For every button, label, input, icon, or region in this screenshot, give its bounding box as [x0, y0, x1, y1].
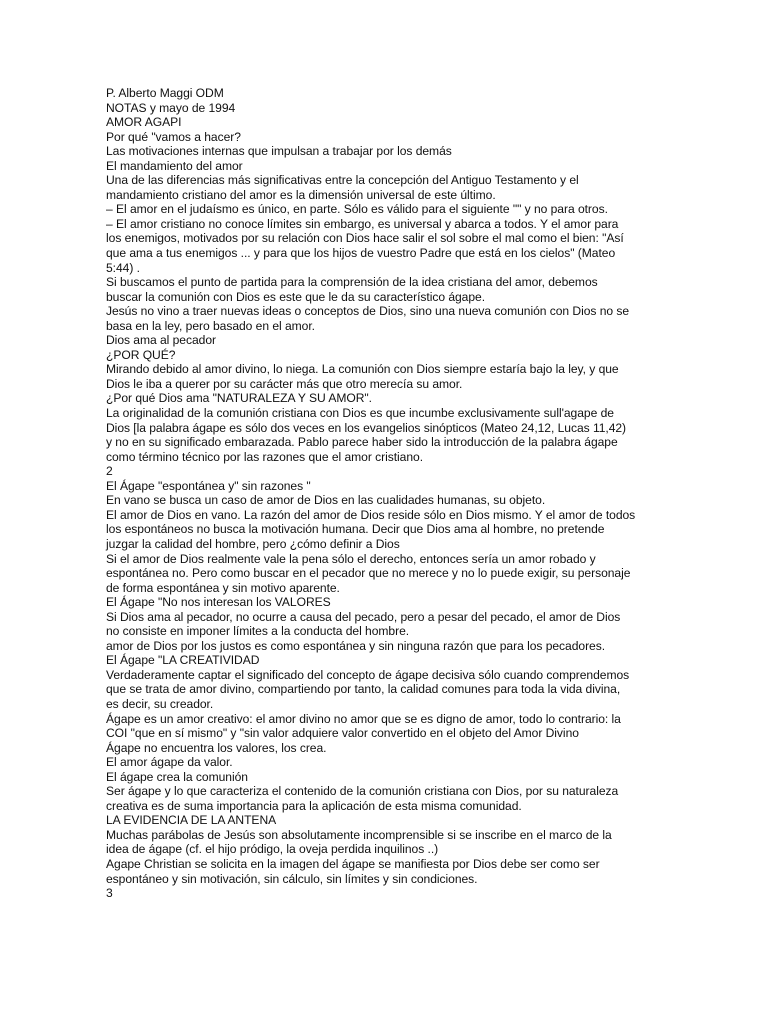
- text-line: Ágape no encuentra los valores, los crea.: [106, 740, 327, 755]
- text-line: ¿POR QUÉ?: [106, 347, 176, 362]
- text-line: espontáneo y sin motivación, sin cálculo, sin límites y sin condiciones.: [106, 871, 478, 886]
- text-line: y no en su significado embarazada. Pablo parece haber sido la introducción de la palabra ágape: [106, 435, 618, 450]
- text-line: es decir, su creador.: [106, 696, 214, 711]
- text-line: Las motivaciones internas que impulsan a trabajar por los demás: [106, 144, 452, 159]
- text-line: espontánea no. Pero como buscar en el pecador que no merece y no lo puede exigir, su personaje: [106, 566, 631, 581]
- text-line: creativa es de suma importancia para la aplicación de esta misma comunidad.: [106, 798, 522, 813]
- text-line: que ama a tus enemigos ... y para que los hijos de vuestro Padre que está en los cielos" (Mateo: [106, 246, 616, 261]
- text-line: El amor de Dios en vano. La razón del amor de Dios reside sólo en Dios mismo. Y el amor de todos: [106, 507, 636, 522]
- text-line: buscar la comunión con Dios es este que le da su característico ágape.: [106, 289, 486, 304]
- text-line: – El amor en el judaísmo es único, en parte. Sólo es válido para el siguiente "" y no para otros.: [106, 202, 608, 217]
- text-line: NOTAS y mayo de 1994: [106, 100, 236, 115]
- text-line: Mirando debido al amor divino, lo niega. La comunión con Dios siempre estaría bajo la ley, y que: [106, 362, 619, 377]
- text-line: Verdaderamente captar el significado del concepto de ágape decisiva sólo cuando comprendemos: [106, 667, 630, 682]
- text-line: El mandamiento del amor: [106, 158, 243, 173]
- text-line: de forma espontánea y sin motivo aparente.: [106, 580, 340, 595]
- text-line: El ágape crea la comunión: [106, 769, 248, 784]
- text-line: 3: [106, 886, 113, 901]
- text-line: AMOR AGAPI: [106, 115, 182, 130]
- text-line: En vano se busca un caso de amor de Dios en las cualidades humanas, su objeto.: [106, 493, 546, 508]
- text-line: El amor ágape da valor.: [106, 755, 233, 770]
- text-line: Si Dios ama al pecador, no ocurre a causa del pecado, pero a pesar del pecado, el amor de Dios: [106, 609, 621, 624]
- text-line: P. Alberto Maggi ODM: [106, 86, 224, 100]
- text-line: El Ágape "No nos interesan los VALORES: [106, 595, 331, 610]
- text-line: como término técnico por las razones que el amor cristiano.: [106, 449, 424, 464]
- text-line: Si el amor de Dios realmente vale la pena sólo el derecho, entonces sería un amor robado y: [106, 551, 596, 566]
- text-line: COI "que en sí mismo" y "sin valor adquiere valor convertido en el objeto del Amor Divino: [106, 726, 579, 741]
- text-line: Dios le iba a querer por su carácter más que otro merecía su amor.: [106, 376, 463, 391]
- text-line: 5:44) .: [106, 260, 140, 275]
- text-line: El Ágape "espontánea y" sin razones ": [106, 478, 311, 493]
- document-page: [106, 86, 666, 901]
- text-line: no consiste en imponer límites a la conducta del hombre.: [106, 624, 410, 639]
- text-line: LA EVIDENCIA DE LA ANTENA: [106, 813, 277, 828]
- text-line: mandamiento cristiano del amor es la dimensión universal de este último.: [106, 187, 496, 202]
- text-line: – El amor cristiano no conoce límites sin embargo, es universal y abarca a todos. Y el amor para: [106, 216, 619, 231]
- text-line: Ser ágape y lo que caracteriza el contenido de la comunión cristiana con Dios, por su naturaleza: [106, 784, 619, 799]
- text-line: Dios ama al pecador: [106, 333, 216, 348]
- text-line: juzgar la calidad del hombre, pero ¿cómo definir a Dios: [106, 536, 400, 551]
- text-line: amor de Dios por los justos es como espontánea y sin ninguna razón que para los pecadores.: [106, 638, 606, 653]
- text-line: Por qué "vamos a hacer?: [106, 129, 241, 144]
- text-line: idea de ágape (cf. el hijo pródigo, la oveja perdida inquilinos ..): [106, 842, 439, 857]
- text-line: La originalidad de la comunión cristiana con Dios es que incumbe exclusivamente sull'agape de: [106, 406, 614, 421]
- text-line: los enemigos, motivados por su relación con Dios hace salir el sol sobre el mal como el bien: "Así: [106, 231, 624, 246]
- text-line: los espontáneos no busca la motivación humana. Decir que Dios ama al hombre, no pretende: [106, 522, 605, 537]
- text-line: basa en la ley, pero basado en el amor.: [106, 318, 315, 333]
- text-line: Jesús no vino a traer nuevas ideas o conceptos de Dios, sino una nueva comunión con Dios no se: [106, 304, 630, 319]
- text-line: que se trata de amor divino, compartiendo por tanto, la calidad comunes para toda la vida divina,: [106, 682, 621, 697]
- text-line: Agape Christian se solicita en la imagen del ágape se manifiesta por Dios debe ser como ser: [106, 856, 600, 871]
- text-line: Una de las diferencias más significativas entre la concepción del Antiguo Testamento y el: [106, 173, 579, 188]
- text-line: El Ágape "LA CREATIVIDAD: [106, 653, 260, 668]
- text-line: Muchas parábolas de Jesús son absolutamente incomprensible si se inscribe en el marco de la: [106, 827, 612, 842]
- text-line: Ágape es un amor creativo: el amor divino no amor que se es digno de amor, todo lo contrario: la: [106, 711, 621, 726]
- text-line: Si buscamos el punto de partida para la comprensión de la idea cristiana del amor, debemos: [106, 275, 598, 290]
- text-line: Dios [la palabra ágape es sólo dos veces en los evangelios sinópticos (Mateo 24,12, Lucas 11,42): [106, 420, 627, 435]
- text-line: 2: [106, 464, 113, 479]
- text-line: ¿Por qué Dios ama "NATURALEZA Y SU AMOR".: [106, 391, 372, 406]
